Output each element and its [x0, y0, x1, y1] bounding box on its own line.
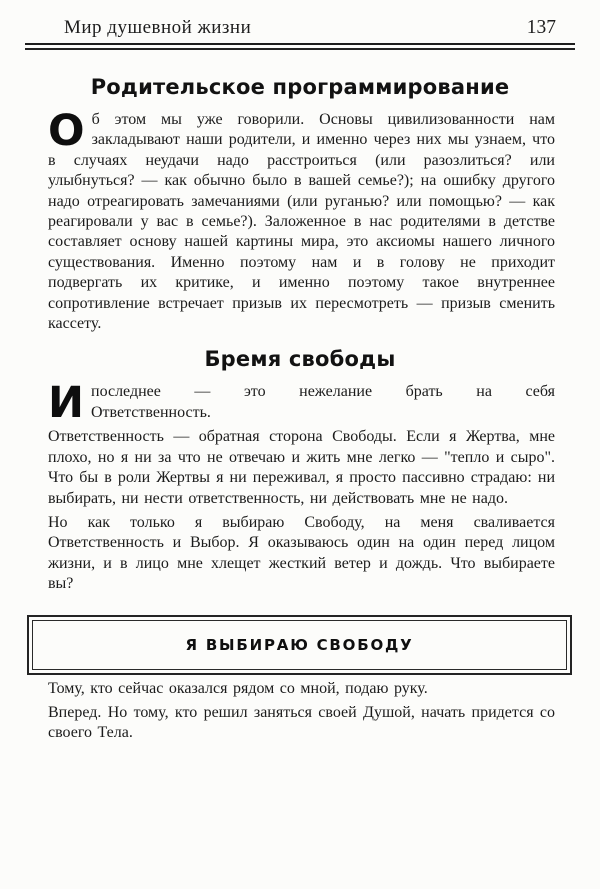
- slogan-box: [27, 615, 572, 675]
- freedom-paragraph-1: [48, 378, 555, 429]
- closing-paragraph-2: Вперед. Но тому, кто решил заняться своей Душой, начать придется со своего Тела.: [48, 703, 555, 742]
- section-heading-parental: Родительское программирование: [90, 75, 510, 99]
- freedom-paragraph-3: Но как только я выбираю Свободу, на меня сваливается Ответственность и Выбор. Я оказываюсь один на один перед лицом жизни, и в лицо мне хлещет жесткий ветер и дождь. Что выбираете вы?: [48, 513, 555, 593]
- closing-paragraph-1: Тому, кто сейчас оказался рядом со мной, подаю руку.: [48, 679, 428, 697]
- freedom-paragraph-2: Ответственность — обратная сторона Свободы. Если я Жертва, мне плохо, но я ни за что не отвечаю и жить мне легко — "тепло и сыро". Что бы в роли Жертвы я ни переживал, я просто пассивно страдаю: ни выбирать, ни нести ответственность, ни действовать мне не надо.: [48, 428, 555, 507]
- freedom-paragraph-1-line-2: Ответственность.: [91, 403, 211, 421]
- page-header: [0, 0, 600, 39]
- freedom-paragraph-1-line-1: последнее — это нежелание брать на себя: [91, 383, 555, 401]
- running-title: Мир душевной жизни: [64, 17, 252, 38]
- parental-paragraph-text: б этом мы уже говорили. Основы цивилизованности нам закладывают наши родители, и именно через них мы узнаем, что в случаях неудачи надо расстроиться (или разозлиться? или улыбнуться? — как обычно было в вашей семье?); на ошибку другого надо отреагировать замечаниями (или руганью? или помощью? — как реагировали у вас в семье?). Заложенное в нас родителями в детстве составляет основу нашей картины мира, это аксиомы нашего личного существования. Именно поэтому нам и в голову не приходит подвергать их критике, и именно поэтому такое внутреннее сопротивление встречает призыв их пересмотреть — призыв сменить кассету.: [48, 111, 555, 333]
- dropcap-o: О: [48, 106, 85, 156]
- page-number: 137: [526, 17, 556, 38]
- section-heading-freedom: Бремя свободы: [204, 347, 396, 372]
- parental-paragraph: [48, 106, 555, 334]
- dropcap-i: И: [48, 378, 84, 429]
- header-double-rule: [25, 43, 575, 50]
- slogan-box-inner: [32, 620, 567, 670]
- slogan-text: Я ВЫБИРАЮ СВОБОДУ: [185, 635, 414, 654]
